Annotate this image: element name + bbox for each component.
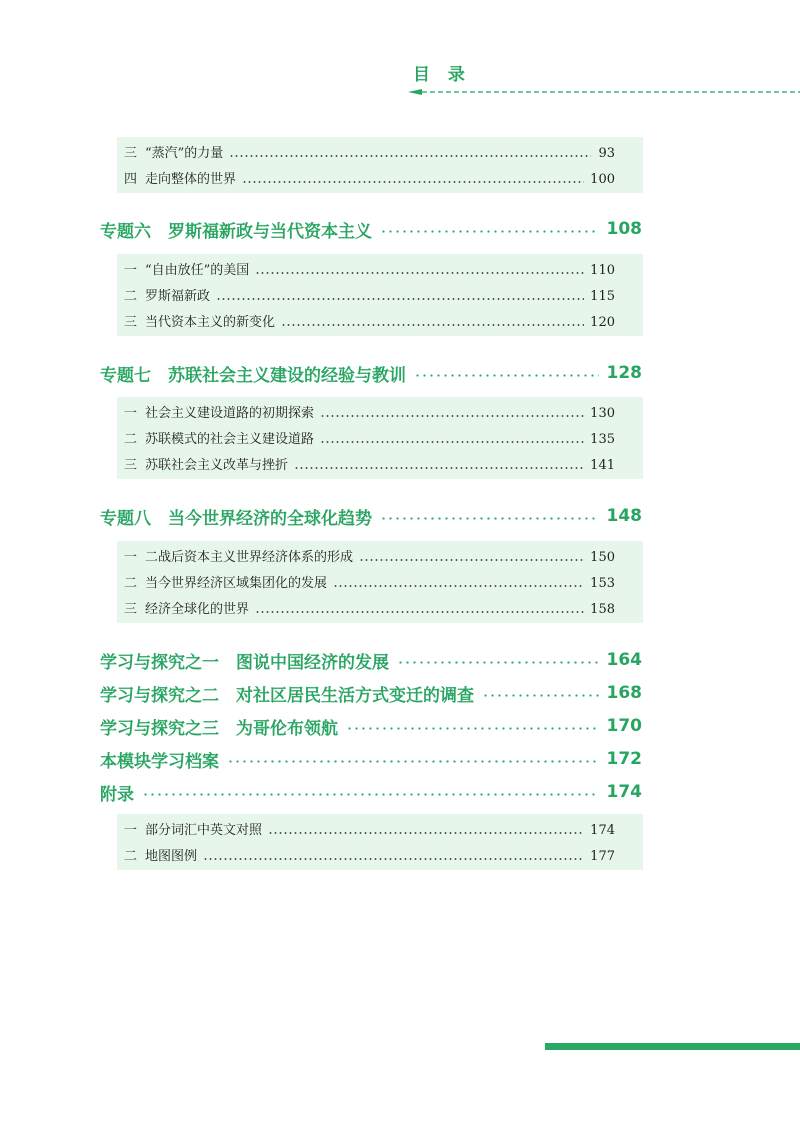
topic-title: 专题六 罗斯福新政与当代资本主义	[100, 221, 372, 242]
entry-title: 罗斯福新政	[145, 289, 211, 304]
entry-number: 二	[124, 432, 138, 447]
entry-page: 174	[590, 823, 615, 838]
header-divider	[408, 89, 800, 93]
topic-page: 164	[606, 650, 642, 670]
entry-title: 经济全球化的世界	[145, 602, 250, 617]
dot-leader	[229, 155, 591, 157]
topic-page: 148	[606, 506, 642, 526]
toc-topic[interactable]	[100, 713, 642, 739]
entry-title: 苏联社会主义改革与挫折	[145, 458, 289, 473]
toc-subsection-block	[117, 541, 643, 623]
entry-number: 一	[124, 550, 138, 565]
dot-leader	[333, 585, 584, 587]
toc-topic[interactable]	[100, 360, 642, 386]
entry-number: 二	[124, 289, 138, 304]
toc-topic[interactable]	[100, 746, 642, 772]
dot-leader	[320, 441, 584, 443]
toc-entry[interactable]	[124, 310, 615, 336]
dot-leader	[203, 858, 584, 860]
dot-leader	[414, 374, 599, 377]
topic-page: 168	[606, 683, 642, 703]
entry-number: 三	[124, 315, 138, 330]
topic-title: 专题八 当今世界经济的全球化趋势	[100, 508, 372, 529]
toc-subsection-block	[117, 397, 643, 479]
entry-title: “自由放任”的美国	[145, 263, 250, 278]
toc-topic[interactable]	[100, 647, 642, 673]
entry-number: 三	[124, 146, 138, 161]
toc-entry[interactable]	[124, 453, 615, 479]
topic-page: 128	[606, 363, 642, 383]
entry-title: 苏联模式的社会主义建设道路	[145, 432, 315, 447]
entry-page: 130	[590, 406, 615, 421]
dot-leader	[268, 832, 584, 834]
toc-entry[interactable]	[124, 597, 615, 623]
entry-number: 一	[124, 406, 138, 421]
entry-page: 158	[590, 602, 615, 617]
toc-topic[interactable]	[100, 216, 642, 242]
topic-page: 172	[606, 749, 642, 769]
entry-title: 地图图例	[145, 849, 198, 864]
dot-leader	[216, 298, 584, 300]
topic-page: 108	[606, 219, 642, 239]
entry-page: 93	[598, 146, 615, 161]
dot-leader	[255, 272, 584, 274]
entry-page: 100	[590, 172, 615, 187]
footer-accent-bar	[545, 1043, 800, 1050]
topic-page: 170	[606, 716, 642, 736]
entry-number: 一	[124, 263, 138, 278]
dot-leader	[397, 661, 599, 664]
entry-number: 三	[124, 602, 138, 617]
topic-title: 附录	[100, 784, 134, 805]
entry-page: 115	[590, 289, 615, 304]
topic-title: 学习与探究之二 对社区居民生活方式变迁的调查	[100, 685, 474, 706]
entry-page: 120	[590, 315, 615, 330]
entry-page: 150	[590, 550, 615, 565]
dot-leader	[346, 727, 599, 730]
entry-number: 三	[124, 458, 138, 473]
dot-leader	[320, 415, 584, 417]
toc-entry[interactable]	[124, 571, 615, 597]
toc-entry[interactable]	[124, 141, 615, 167]
entry-title: 走向整体的世界	[145, 172, 237, 187]
dot-leader	[281, 324, 584, 326]
topic-title: 本模块学习档案	[100, 751, 219, 772]
dot-leader	[242, 181, 584, 183]
page-title: 目 录	[413, 65, 471, 85]
topic-page: 174	[606, 782, 642, 802]
toc-entry[interactable]	[124, 258, 615, 284]
entry-page: 110	[590, 263, 615, 278]
entry-page: 153	[590, 576, 615, 591]
entry-title: 当今世界经济区域集团化的发展	[145, 576, 328, 591]
entry-number: 一	[124, 823, 138, 838]
entry-title: 当代资本主义的新变化	[145, 315, 276, 330]
toc-entry[interactable]	[124, 818, 615, 844]
topic-title: 专题七 苏联社会主义建设的经验与教训	[100, 365, 406, 386]
toc-entry[interactable]	[124, 284, 615, 310]
dot-leader	[142, 793, 599, 796]
toc-subsection-block	[117, 137, 643, 193]
toc-topic[interactable]	[100, 680, 642, 706]
entry-title: “蒸汽”的力量	[145, 146, 224, 161]
topic-title: 学习与探究之一 图说中国经济的发展	[100, 652, 389, 673]
dot-leader	[294, 467, 584, 469]
entry-title: 社会主义建设道路的初期探索	[145, 406, 315, 421]
dot-leader	[380, 230, 599, 233]
topic-title: 学习与探究之三 为哥伦布领航	[100, 718, 338, 739]
toc-entry[interactable]	[124, 427, 615, 453]
toc-entry[interactable]	[124, 545, 615, 571]
toc-entry[interactable]	[124, 167, 615, 193]
dot-leader	[255, 611, 584, 613]
dot-leader	[227, 760, 599, 763]
toc-entry[interactable]	[124, 844, 615, 870]
entry-page: 141	[590, 458, 615, 473]
entry-number: 四	[124, 172, 138, 187]
toc-entry[interactable]	[124, 401, 615, 427]
entry-number: 二	[124, 576, 138, 591]
entry-page: 177	[590, 849, 615, 864]
toc-subsection-block	[117, 814, 643, 870]
toc-topic[interactable]	[100, 503, 642, 529]
entry-number: 二	[124, 849, 138, 864]
entry-title: 部分词汇中英文对照	[145, 823, 263, 838]
dot-leader	[380, 517, 599, 520]
dot-leader	[359, 559, 584, 561]
toc-subsection-block	[117, 254, 643, 336]
toc-topic[interactable]	[100, 779, 642, 805]
entry-title: 二战后资本主义世界经济体系的形成	[145, 550, 354, 565]
dot-leader	[482, 694, 599, 697]
entry-page: 135	[590, 432, 615, 447]
